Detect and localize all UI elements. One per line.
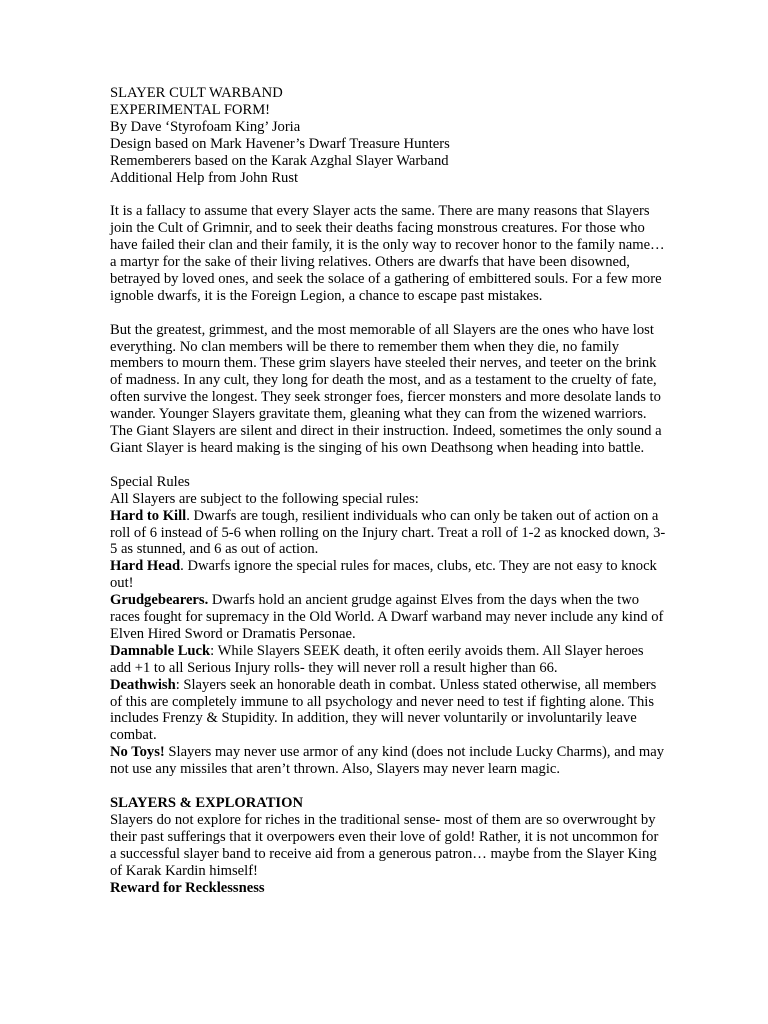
rule-no-toys bbox=[110, 744, 668, 778]
rule-text: Slayers may never use armor of any kind (does not include Lucky Charms), and may not use any missiles that aren’t thrown. Also, Slayers may never learn magic. bbox=[110, 744, 665, 778]
reward-subheading: Reward for Recklessness bbox=[110, 879, 265, 896]
document-header bbox=[110, 85, 668, 186]
rule-name: Damnable Luck bbox=[110, 642, 211, 659]
rule-text: Dwarfs hold an ancient grudge against Elves from the days when the two races fought for supremacy in the Old World. A Dwarf warband may never include any kind of Elven Hired Sword or Dramatis Personae. bbox=[110, 592, 664, 642]
rule-text: : Slayers seek an honorable death in combat. Unless stated otherwise, all members of this are completely immune to all psychology and never need to test if fighting alone. This includes Frenzy & Stupidity. In addition, they will never voluntarily or involuntarily leave combat. bbox=[110, 676, 657, 744]
rule-name: Deathwish bbox=[110, 676, 176, 693]
rule-text: . Dwarfs ignore the special rules for maces, clubs, etc. They are not easy to knock out! bbox=[110, 558, 657, 592]
rule-hard-to-kill bbox=[110, 508, 668, 559]
rule-name: Grudgebearers. bbox=[110, 592, 209, 609]
rule-hard-head bbox=[110, 558, 668, 592]
intro-paragraph-1: It is a fallacy to assume that every Slayer acts the same. There are many reasons that Slayers join the Cult of Grimnir, and to seek their deaths facing monstrous creatures. For those who have failed their clan and their family, it is the only way to recover honor to the family name… a martyr for the sake of their living relatives. Others are dwarfs that have been disowned, betrayed by loved ones, and seek the solace of a gathering of embittered souls. For a few more ignoble dwarfs, it is the Foreign Legion, a chance to escape past mistakes. bbox=[110, 203, 665, 304]
rule-grudgebearers bbox=[110, 592, 668, 643]
exploration-text: Slayers do not explore for riches in the traditional sense- most of them are so overwrought by their past sufferings that it overpowers even their love of gold! Rather, it is not uncommon for a successful slayer band to receive aid from a generous patron… maybe from the Slayer King of Karak Kardin himself! bbox=[110, 811, 659, 879]
rule-text: : While Slayers SEEK death, it often eerily avoids them. All Slayer heroes add +1 to all Serious Injury rolls- they will never roll a result higher than 66. bbox=[110, 642, 644, 676]
exploration-section bbox=[110, 795, 668, 896]
design-credit-line: Design based on Mark Havener’s Dwarf Treasure Hunters bbox=[110, 135, 450, 152]
rule-damnable-luck bbox=[110, 643, 668, 677]
rememberers-credit-line: Rememberers based on the Karak Azghal Slayer Warband bbox=[110, 152, 449, 169]
rule-deathwish bbox=[110, 677, 668, 745]
rule-name: Hard to Kill bbox=[110, 507, 187, 524]
experimental-form-line: EXPERIMENTAL FORM! bbox=[110, 101, 271, 118]
special-rules-heading: Special Rules bbox=[110, 473, 190, 490]
rule-text: . Dwarfs are tough, resilient individuals who can only be taken out of action on a roll of 6 instead of 5-6 when rolling on the Injury chart. Treat a roll of 1-2 as knocked down, 3-5 as stunned, and 6 as out of action. bbox=[110, 507, 666, 558]
additional-help-line: Additional Help from John Rust bbox=[110, 169, 299, 186]
rule-name: Hard Head bbox=[110, 558, 181, 575]
special-rules-intro: All Slayers are subject to the following special rules: bbox=[110, 490, 419, 507]
exploration-heading: SLAYERS & EXPLORATION bbox=[110, 795, 304, 811]
special-rules-section bbox=[110, 474, 668, 778]
author-line: By Dave ‘Styrofoam King’ Joria bbox=[110, 118, 301, 135]
intro-paragraph-2: But the greatest, grimmest, and the most memorable of all Slayers are the ones who have lost everything. No clan members will be there to remember them when they die, no family members to mourn them. These grim slayers have steeled their nerves, and teeter on the brink of madness. In any cult, they long for death the most, and as a testament to the cruelty of fate, often survive the longest. They seek stronger foes, fiercer monsters and more desolate lands to wander. Younger Slayers gravitate them, gleaning what they can from the wizened warriors. The Giant Slayers are silent and direct in their instruction. Indeed, sometimes the only sound a Giant Slayer is heard making is the singing of his own Deathsong when heading into battle. bbox=[110, 321, 662, 456]
rule-name: No Toys! bbox=[110, 744, 165, 761]
document-title: SLAYER CULT WARBAND bbox=[110, 85, 283, 101]
